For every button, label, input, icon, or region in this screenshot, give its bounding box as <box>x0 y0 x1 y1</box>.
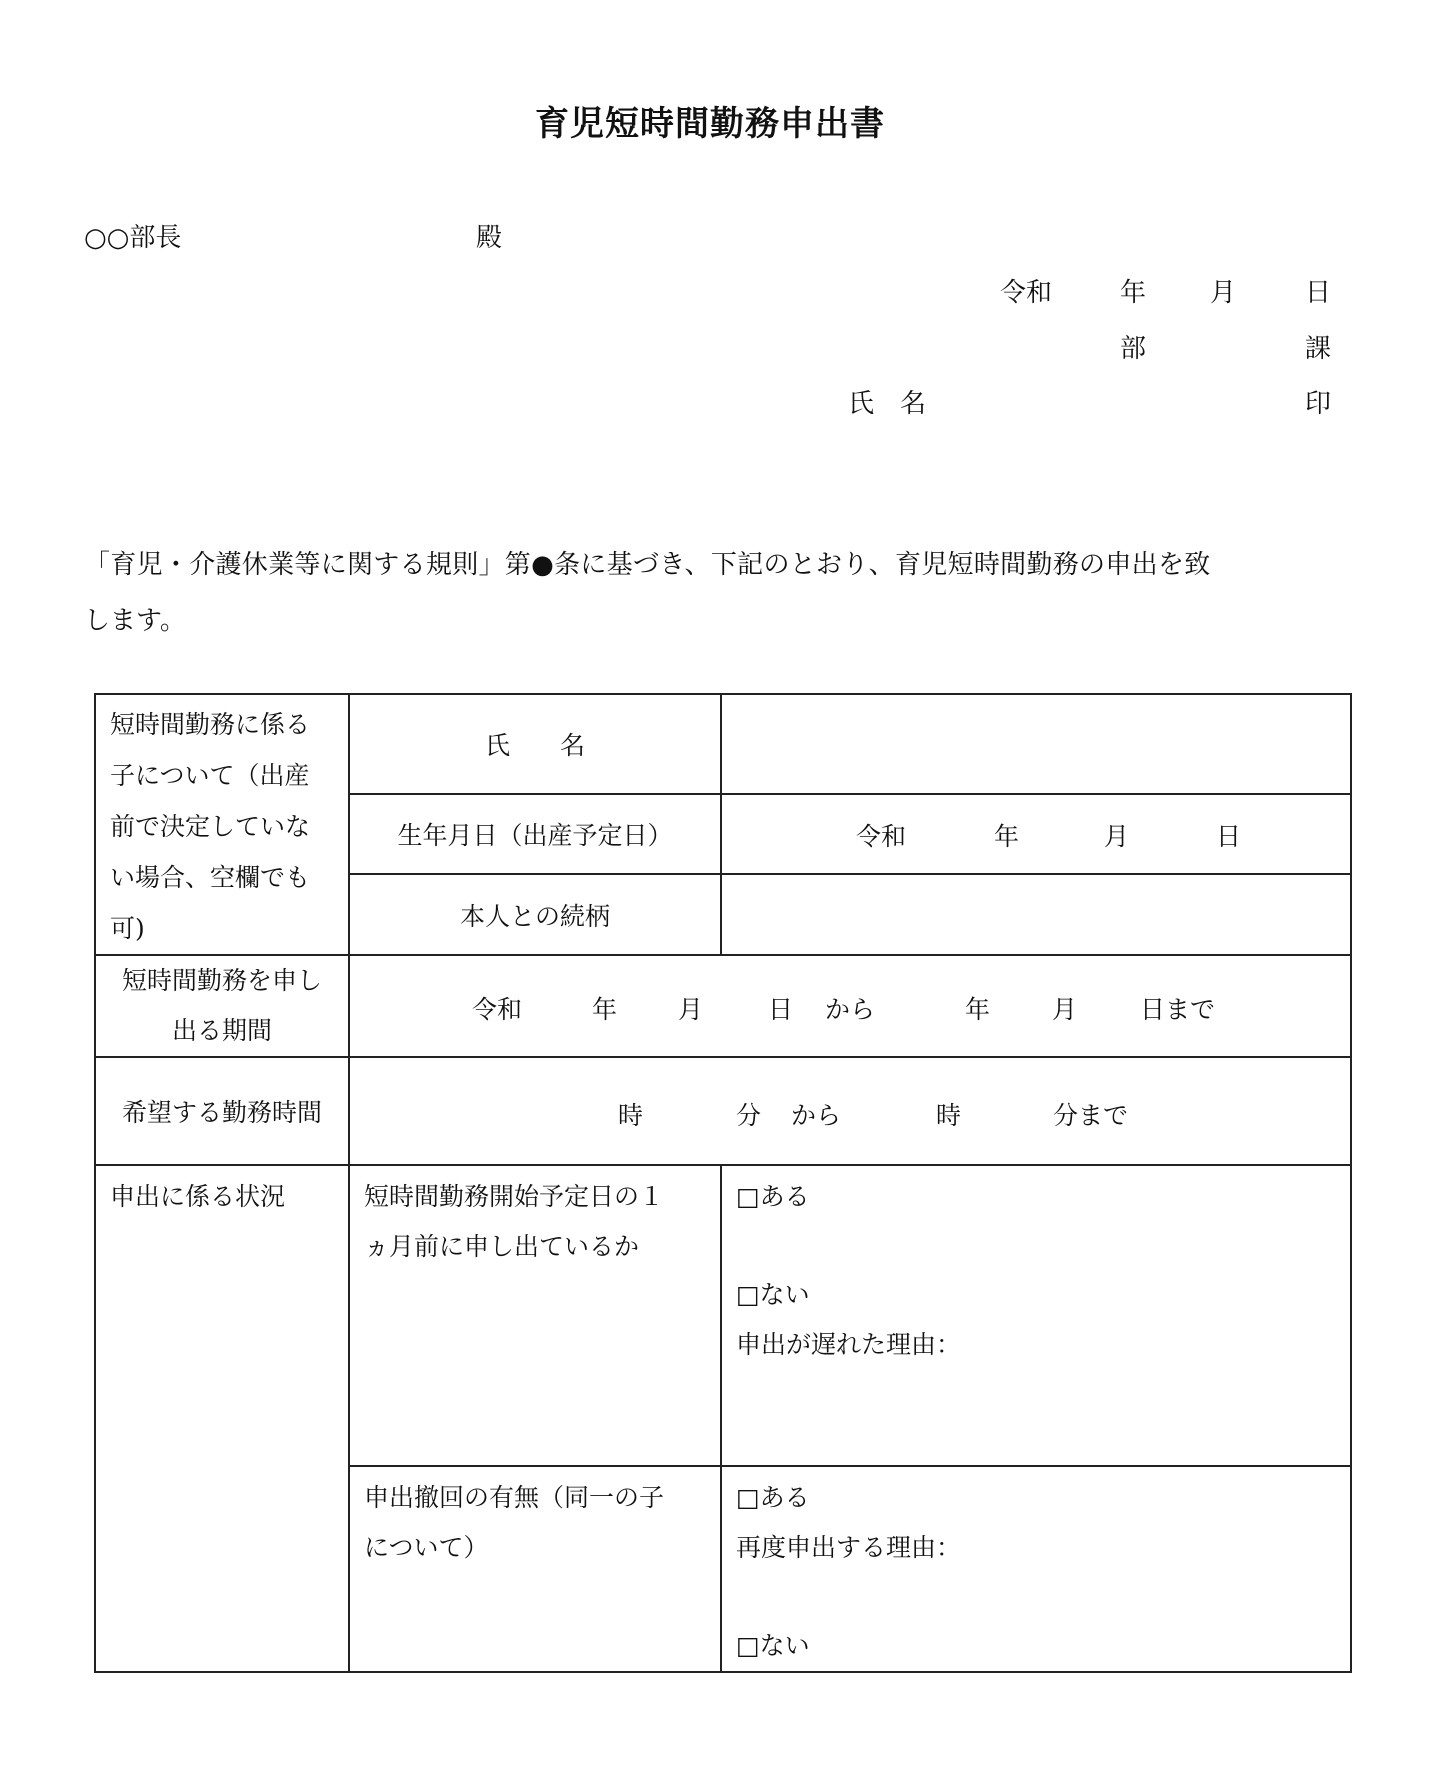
relation-label-text: 本人との続柄 <box>459 901 610 931</box>
document-title: 育児短時間勤務申出書 <box>535 104 885 144</box>
child-name-field[interactable] <box>721 694 1351 794</box>
hours-field[interactable] <box>349 1057 1351 1165</box>
q1-answer-cell <box>721 1165 1351 1466</box>
hours-from: から <box>791 1101 842 1130</box>
period-label-cell <box>95 955 349 1057</box>
period-label-line: 出る期間 <box>171 1016 272 1045</box>
q2-line: 申出撤回の有無（同一の子 <box>364 1483 665 1512</box>
child-name-label-text: 氏 名 <box>484 730 585 760</box>
birth-day: 日 <box>1216 821 1242 851</box>
application-table <box>94 693 1352 1673</box>
period-day1: 日 <box>768 995 794 1024</box>
period-day2: 日まで <box>1140 995 1216 1024</box>
hours-label <box>95 1057 349 1165</box>
table-row <box>95 694 1351 794</box>
date-era: 令和 <box>1000 278 1053 308</box>
intro-line-1: 「育児・介護休業等に関する規則」第●条に基づき、下記のとおり、育児短時間勤務の申出を致 <box>84 550 1211 580</box>
q2-answer-cell <box>721 1466 1351 1672</box>
q2-no-checkbox[interactable]: □ない <box>736 1631 810 1660</box>
q2-cell <box>349 1466 721 1672</box>
period-from: から <box>825 995 876 1024</box>
child-name-label <box>349 694 721 794</box>
q1-yes-checkbox[interactable]: □ある <box>736 1182 810 1211</box>
child-label-line: 可) <box>110 914 145 943</box>
child-label-line: い場合、空欄でも <box>110 863 311 892</box>
date-year: 年 <box>1120 278 1147 308</box>
period-year1: 年 <box>592 995 618 1024</box>
table-row <box>95 1165 1351 1466</box>
period-era: 令和 <box>472 995 523 1024</box>
q2-yes-checkbox[interactable]: □ある <box>736 1483 810 1512</box>
q1-line: 短時間勤務開始予定日の１ <box>364 1182 665 1211</box>
hours-label-text: 希望する勤務時間 <box>121 1098 322 1127</box>
birth-label-text: 生年月日（出産予定日） <box>397 820 673 850</box>
relation-field[interactable] <box>721 874 1351 955</box>
birth-date-field[interactable] <box>721 794 1351 875</box>
q2-line: について） <box>364 1533 489 1562</box>
intro-line-2: します。 <box>84 606 186 636</box>
name-label: 氏 名 <box>848 389 927 419</box>
birth-label <box>349 794 721 875</box>
date-month: 月 <box>1210 278 1237 308</box>
period-month2: 月 <box>1052 995 1078 1024</box>
child-label-cell <box>95 694 349 955</box>
seal-mark: 印 <box>1305 389 1332 419</box>
q1-reason-label: 申出が遅れた理由： <box>736 1330 962 1359</box>
period-year2: 年 <box>965 995 991 1024</box>
hours-hour1: 時 <box>618 1101 644 1130</box>
period-field[interactable] <box>349 955 1351 1057</box>
period-label-line: 短時間勤務を申し <box>121 966 322 995</box>
birth-year: 年 <box>994 821 1020 851</box>
table-row <box>95 1057 1351 1165</box>
honorific: 殿 <box>476 223 503 253</box>
q1-cell <box>349 1165 721 1466</box>
hours-hour2: 時 <box>936 1101 962 1130</box>
q1-no-checkbox[interactable]: □ない <box>736 1280 810 1309</box>
hours-min2: 分まで <box>1053 1101 1129 1130</box>
situation-label-cell <box>95 1165 349 1672</box>
dept-ka: 課 <box>1305 334 1332 364</box>
child-label-line: 短時間勤務に係る <box>110 710 311 739</box>
child-label-line: 前で決定していな <box>110 812 311 841</box>
birth-month: 月 <box>1104 821 1130 851</box>
dept-bu: 部 <box>1120 334 1147 364</box>
table-row <box>95 955 1351 1057</box>
child-label-line: 子について（出産 <box>110 761 310 790</box>
date-day: 日 <box>1305 278 1332 308</box>
hours-min1: 分 <box>736 1101 762 1130</box>
relation-label <box>349 874 721 955</box>
q2-reason-label: 再度申出する理由： <box>736 1533 962 1562</box>
addressee: ○○部長 <box>84 223 182 253</box>
q1-line: ヵ月前に申し出ているか <box>364 1232 640 1261</box>
period-month1: 月 <box>678 995 704 1024</box>
birth-era: 令和 <box>856 821 907 851</box>
situation-label: 申出に係る状況 <box>110 1182 286 1211</box>
